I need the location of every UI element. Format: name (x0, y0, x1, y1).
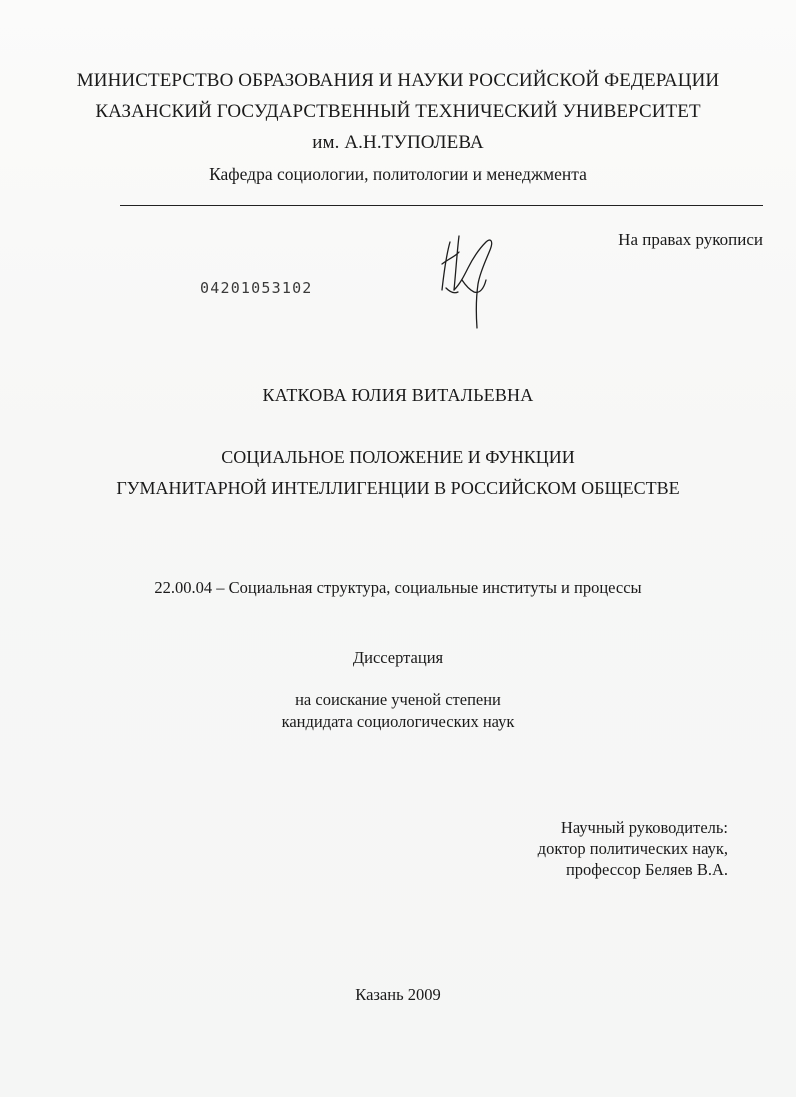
university-heading: КАЗАНСКИЙ ГОСУДАРСТВЕННЫЙ ТЕХНИЧЕСКИЙ УНИВЕРСИТЕТ (95, 101, 701, 122)
header-divider (120, 205, 763, 206)
place-and-year: Казань 2009 (355, 985, 441, 1004)
supervisor-degree: доктор политических наук, (537, 839, 728, 858)
document-type: Диссертация (352, 648, 444, 667)
supervisor-label: Научный руководитель: (560, 818, 728, 837)
thesis-title-line-1: СОЦИАЛЬНОЕ ПОЛОЖЕНИЕ И ФУНКЦИИ (221, 447, 575, 467)
ministry-heading: МИНИСТЕРСТВО ОБРАЗОВАНИЯ И НАУКИ РОССИЙСКОЙ ФЕДЕРАЦИИ (76, 70, 720, 91)
department-heading: Кафедра социологии, политологии и менеджмента (209, 164, 587, 184)
supervisor-name: профессор Беляев В.А. (565, 860, 728, 879)
author-name: КАТКОВА ЮЛИЯ ВИТАЛЬЕВНА (262, 385, 534, 405)
specialty-code: 22.00.04 – Социальная структура, социальные институты и процессы (154, 578, 642, 597)
rights-note: На правах рукописи (618, 230, 763, 249)
thesis-title-line-2: ГУМАНИТАРНОЙ ИНТЕЛЛИГЕНЦИИ В РОССИЙСКОМ ОБЩЕСТВЕ (116, 478, 680, 498)
named-after-heading: им. А.Н.ТУПОЛЕВА (312, 132, 484, 153)
degree-line-1: на соискание ученой степени (295, 690, 501, 709)
degree-line-2: кандидата социологических наук (281, 712, 515, 731)
handwritten-signature (432, 228, 502, 330)
library-stamp-number: 04201053102 (200, 279, 313, 297)
